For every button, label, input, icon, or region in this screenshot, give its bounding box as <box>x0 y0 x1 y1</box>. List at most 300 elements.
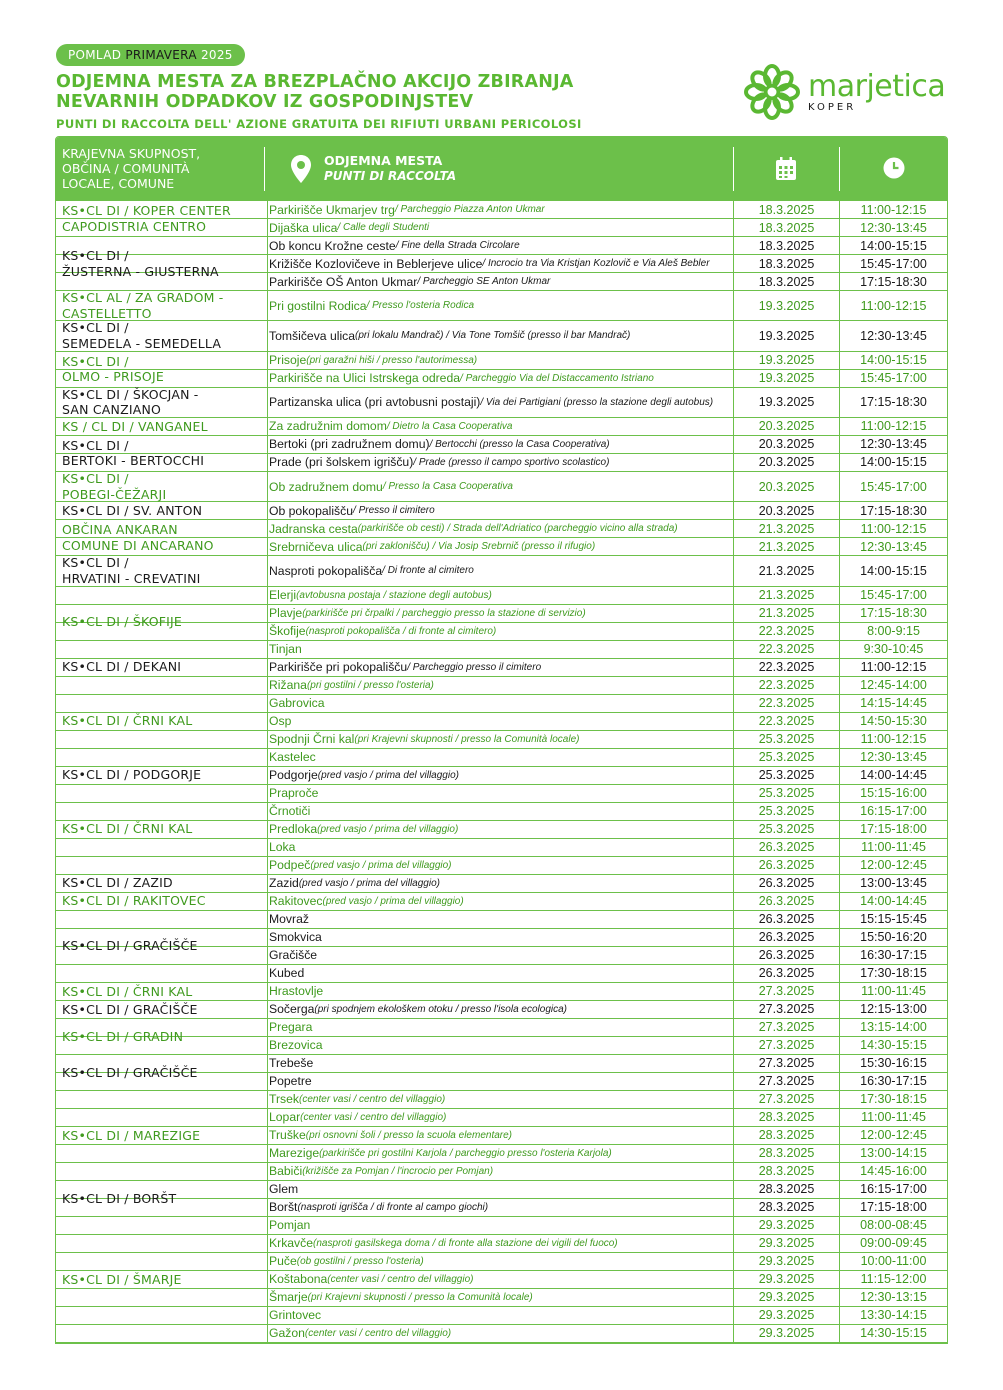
collection-date: 27.3.2025 <box>733 1091 839 1108</box>
collection-point-name: Elerji <box>269 588 297 602</box>
collection-point-note: (pri spodnjem ekološkem otoku / presso l'isola ecologica) <box>314 1003 567 1015</box>
collection-point-name: Kastelec <box>269 750 316 765</box>
collection-time: 11:00-12:15 <box>839 659 947 676</box>
collection-time: 16:15-17:00 <box>839 1181 947 1198</box>
collection-point <box>268 983 733 1000</box>
collection-point <box>268 911 733 928</box>
collection-point-name: Hrastovlje <box>269 984 324 999</box>
season-badge <box>56 44 245 66</box>
collection-point-note: (nasproti pokopališča / di fronte al cimitero) <box>305 625 497 637</box>
collection-date: 28.3.2025 <box>733 1145 839 1162</box>
collection-point-name: Kubed <box>269 966 305 981</box>
flower-icon <box>744 64 800 120</box>
community-name-line1: KS•CL DI / GRAČIŠČE <box>62 1001 198 1017</box>
page-title-line1: ODJEMNA MESTA ZA BREZPLAČNO AKCIJO ZBIRANJA <box>56 72 574 92</box>
collection-date: 27.3.2025 <box>733 1037 839 1054</box>
collection-time: 11:00-11:45 <box>839 983 947 1000</box>
collection-point-name: Podpeč <box>269 858 311 873</box>
collection-point-note: (avtobusna postaja / stazione degli autobus) <box>296 589 492 601</box>
collection-point <box>268 255 733 272</box>
collection-point <box>268 1307 733 1324</box>
community-name-line1: KS•CL DI / ŠKOFIJE <box>62 614 182 630</box>
collection-point <box>268 1235 733 1252</box>
community-name-line1: KS•CL DI / ZAZID <box>62 875 173 891</box>
collection-point-note: (center vasi / centro del villaggio) <box>327 1273 474 1285</box>
community-name-line1: KS•CL DI / ŠMARJE <box>62 1271 182 1287</box>
collection-point-name: Plavje <box>269 606 303 621</box>
collection-point <box>268 1145 733 1162</box>
community-cell <box>56 1091 268 1181</box>
collection-date: 19.3.2025 <box>733 321 839 350</box>
collection-date: 19.3.2025 <box>733 388 839 417</box>
community-cell <box>56 587 268 659</box>
collection-point-name: Križišče Kozlovičeve in Beblerjeve ulice <box>269 256 483 271</box>
collection-time: 11:00-12:15 <box>839 731 947 748</box>
collection-point <box>268 929 733 946</box>
collection-time: 13:15-14:00 <box>839 1019 947 1036</box>
community-cell <box>56 472 268 502</box>
collection-date: 26.3.2025 <box>733 947 839 964</box>
collection-point <box>268 893 733 910</box>
collection-date: 21.3.2025 <box>733 520 839 537</box>
collection-point <box>268 785 733 802</box>
community-name-line2: CASTELLETTO <box>62 305 152 321</box>
collection-point-note: (parkirišče pri črpalki / parcheggio presso la stazione di servizio) <box>302 607 586 619</box>
collection-point-name: Ob pokopališču <box>269 503 354 518</box>
collection-date: 18.3.2025 <box>733 255 839 272</box>
community-cell <box>56 388 268 418</box>
community-name-line1: KS•CL DI / ŠKOCJAN - <box>62 386 199 402</box>
collection-time: 15:45-17:00 <box>839 587 947 604</box>
collection-date: 18.3.2025 <box>733 201 839 218</box>
collection-point-note: (križišče za Pomjan / l'incrocio per Pomjan) <box>302 1165 494 1177</box>
community-cell <box>56 237 268 291</box>
collection-point-note: (pred vasjo / prima del villaggio) <box>322 895 464 907</box>
collection-time: 12:00-12:45 <box>839 1127 947 1144</box>
collection-time: 17:15-18:00 <box>839 821 947 838</box>
logo-word: marjetica <box>808 69 946 104</box>
collection-point <box>268 219 733 236</box>
collection-point-name: Škofije <box>269 624 306 639</box>
calendar-icon <box>775 157 797 181</box>
collection-date: 21.3.2025 <box>733 587 839 604</box>
collection-point <box>268 659 733 676</box>
collection-time: 11:15-12:00 <box>839 1271 947 1288</box>
header-ks-line2: OBČINA / COMUNITÀ <box>62 161 190 176</box>
collection-point <box>268 623 733 640</box>
collection-point <box>268 1127 733 1144</box>
header-points-si: ODJEMNA MESTA <box>324 153 443 168</box>
collection-date: 25.3.2025 <box>733 785 839 802</box>
collection-date: 21.3.2025 <box>733 556 839 585</box>
collection-point-name: Pomjan <box>269 1218 311 1233</box>
collection-point-name: Krkavče <box>269 1236 314 1251</box>
community-name-line1: KS•CL DI / <box>62 555 129 571</box>
collection-time: 17:15-18:00 <box>839 1199 947 1216</box>
collection-time: 12:30-13:15 <box>839 1289 947 1306</box>
collection-point-name: Gabrovica <box>269 696 325 711</box>
collection-point-name: Rakitovec <box>269 894 323 909</box>
collection-point <box>268 321 733 350</box>
collection-point <box>268 1289 733 1306</box>
header-ks-line3: LOCALE, COMUNE <box>62 176 175 191</box>
community-cell <box>56 418 268 436</box>
collection-date: 28.3.2025 <box>733 1181 839 1198</box>
collection-time: 15:45-17:00 <box>839 370 947 387</box>
collection-point-name: Parkirišče Ukmarjev trg <box>269 202 395 217</box>
collection-point-note: (parkirišče ob cesti) / Strada dell'Adriatico (parcheggio vicino alla strada) <box>357 523 678 535</box>
collection-point <box>268 352 733 369</box>
collection-point-name: Grintovec <box>269 1308 322 1323</box>
community-cell <box>56 767 268 785</box>
collection-point-note: / Parcheggio presso il cimitero <box>407 661 542 673</box>
community-cell <box>56 1217 268 1343</box>
collection-date: 26.3.2025 <box>733 929 839 946</box>
community-name-line2: ŽUSTERNA - GIUSTERNA <box>62 263 219 279</box>
collection-date: 29.3.2025 <box>733 1271 839 1288</box>
collection-point-note: / Presso il cimitero <box>353 505 435 517</box>
collection-date: 25.3.2025 <box>733 749 839 766</box>
community-cell <box>56 1001 268 1019</box>
collection-time: 15:30-16:15 <box>839 1055 947 1072</box>
community-name-line1: KS•CL DI / ČRNI KAL <box>62 983 193 999</box>
collection-point <box>268 587 733 604</box>
community-name-line1: KS•CL AL / ZA GRADOM - <box>62 290 224 306</box>
collection-point-name: Praproče <box>269 786 319 801</box>
collection-point-name: Črnotiči <box>269 804 311 819</box>
collection-point-name: Dijaška ulica <box>269 220 338 235</box>
collection-point <box>268 556 733 585</box>
collection-point <box>268 418 733 435</box>
collection-date: 28.3.2025 <box>733 1109 839 1126</box>
collection-point-note: (pred vasjo / prima del villaggio) <box>317 823 459 835</box>
collection-point-note: (pri garažni hiši / presso l'autorimessa) <box>306 354 478 366</box>
collection-point-note: (pri Krajevni skupnosti / presso la Comunità locale) <box>307 1291 533 1303</box>
header-time <box>840 137 948 201</box>
collection-time: 12:00-12:45 <box>839 857 947 874</box>
collection-time: 11:00-12:15 <box>839 201 947 218</box>
collection-point-note: (nasproti igrišča / di fronte al campo giochi) <box>297 1201 489 1213</box>
collection-point-name: Ob zadružnem domu <box>269 479 383 494</box>
collection-point-note: / Parcheggio Piazza Anton Ukmar <box>394 204 545 215</box>
collection-point <box>268 1109 733 1126</box>
map-pin-icon <box>290 154 312 184</box>
community-name-line1: KS•CL DI / <box>62 248 129 264</box>
collection-time: 14:45-16:00 <box>839 1163 947 1180</box>
collection-time: 14:00-15:15 <box>839 237 947 254</box>
community-name-line1: OBČINA ANKARAN <box>62 522 178 538</box>
community-name-line2: COMUNE DI ANCARANO <box>62 537 214 553</box>
collection-date: 26.3.2025 <box>733 839 839 856</box>
collection-time: 12:30-13:45 <box>839 321 947 350</box>
collection-date: 29.3.2025 <box>733 1217 839 1234</box>
community-name-line1: KS•CL DI / GRAČIŠČE <box>62 938 198 954</box>
collection-date: 22.3.2025 <box>733 677 839 694</box>
collection-time: 14:00-15:15 <box>839 556 947 585</box>
logo-sub: KOPER <box>808 102 857 113</box>
community-cell <box>56 352 268 388</box>
community-name-line2: BERTOKI - BERTOCCHI <box>62 453 205 469</box>
collection-point-name: Loka <box>269 840 296 855</box>
collection-point-note: / Parcheggio Via del Distaccamento Istriano <box>460 372 654 384</box>
community-name-line2: OLMO - PRISOJE <box>62 369 164 385</box>
collection-date: 25.3.2025 <box>733 731 839 748</box>
collection-date: 22.3.2025 <box>733 641 839 658</box>
collection-point <box>268 472 733 501</box>
collection-date: 29.3.2025 <box>733 1325 839 1342</box>
community-name-line1: KS•CL DI / GRAČIŠČE <box>62 1064 198 1080</box>
collection-point-name: Prade (pri šolskem igrišču) <box>269 455 414 470</box>
community-name-line2: SAN CANZIANO <box>62 402 162 418</box>
header-divider <box>264 147 265 191</box>
collection-point-name: Marezige <box>269 1146 320 1161</box>
community-name-line1: KS•CL DI / ČRNI KAL <box>62 821 193 837</box>
community-name-line1: KS•CL DI / SV. ANTON <box>62 502 203 518</box>
collection-point <box>268 857 733 874</box>
collection-time: 13:00-14:15 <box>839 1145 947 1162</box>
collection-point-note: (center vasi / centro del villaggio) <box>299 1093 446 1105</box>
collection-point <box>268 273 733 290</box>
collection-date: 27.3.2025 <box>733 983 839 1000</box>
collection-point <box>268 1217 733 1234</box>
collection-point-name: Osp <box>269 714 292 729</box>
collection-point-note: / Presso la Casa Cooperativa <box>382 481 513 493</box>
collection-point-name: Bertoki (pri zadružnem domu) <box>269 437 430 452</box>
collection-time: 08:00-08:45 <box>839 1217 947 1234</box>
collection-point-name: Puče <box>269 1254 297 1269</box>
collection-time: 17:30-18:15 <box>839 1091 947 1108</box>
collection-date: 27.3.2025 <box>733 1055 839 1072</box>
collection-point-name: Parkirišče pri pokopališču <box>269 660 408 675</box>
season-badge-it: PRIMAVERA <box>125 48 197 62</box>
collection-time: 12:45-14:00 <box>839 677 947 694</box>
collection-point-note: (pri zaklonišču) / Via Josip Srebrnič (presso il rifugio) <box>362 541 596 553</box>
community-name-line1: KS•CL DI / <box>62 471 129 487</box>
collection-point-note: (ob gostilni / presso l'osteria) <box>296 1255 424 1267</box>
collection-time: 11:00-12:15 <box>839 418 947 435</box>
page-subtitle: PUNTI DI RACCOLTA DELL' AZIONE GRATUITA DEI RIFIUTI URBANI PERICOLOSI <box>56 117 582 131</box>
collection-point-name: Ob koncu Krožne ceste <box>269 238 396 253</box>
collection-time: 12:30-13:45 <box>839 538 947 555</box>
community-name-line1: KS / CL DI / VANGANEL <box>62 418 208 434</box>
collection-point <box>268 1325 733 1342</box>
collection-time: 14:00-15:15 <box>839 454 947 471</box>
collection-date: 19.3.2025 <box>733 352 839 369</box>
collection-point-name: Pri gostilni Rodica <box>269 298 367 313</box>
collection-point <box>268 370 733 387</box>
collection-point-name: Parkirišče OŠ Anton Ukmar <box>269 274 418 289</box>
collection-date: 22.3.2025 <box>733 713 839 730</box>
collection-point-name: Podgorje <box>269 768 318 783</box>
collection-point <box>268 965 733 982</box>
collection-time: 16:30-17:15 <box>839 947 947 964</box>
community-name-line1: KS•CL DI / GRADIN <box>62 1028 184 1044</box>
community-name-line1: KS•CL DI / <box>62 353 129 369</box>
clock-icon <box>883 157 905 179</box>
collection-point-note: / Dietro la Casa Cooperativa <box>386 420 513 432</box>
community-name-line1: KS•CL DI / MAREZIGE <box>62 1127 201 1143</box>
community-name-line1: KS•CL DI / <box>62 437 129 453</box>
collection-date: 21.3.2025 <box>733 538 839 555</box>
collection-point-name: Boršt <box>269 1200 298 1215</box>
community-name-line2: CAPODISTRIA CENTRO <box>62 218 207 234</box>
community-cell <box>56 201 268 237</box>
header-points <box>286 137 726 201</box>
collection-point-name: Koštabona <box>269 1272 328 1287</box>
collection-time: 8:00-9:15 <box>839 623 947 640</box>
collection-point-name: Prisoje <box>269 353 307 368</box>
collection-point-name: Pregara <box>269 1020 313 1035</box>
collection-date: 21.3.2025 <box>733 605 839 622</box>
collection-point-name: Brezovica <box>269 1038 323 1053</box>
collection-point-name: Gračišče <box>269 948 318 963</box>
collection-time: 12:15-13:00 <box>839 1001 947 1018</box>
collection-time: 17:15-18:30 <box>839 273 947 290</box>
collection-point <box>268 201 733 218</box>
collection-time: 16:15-17:00 <box>839 803 947 820</box>
collection-date: 20.3.2025 <box>733 472 839 501</box>
collection-date: 27.3.2025 <box>733 1019 839 1036</box>
collection-date: 19.3.2025 <box>733 291 839 320</box>
collection-point-name: Jadranska cesta <box>269 521 358 536</box>
community-cell <box>56 785 268 875</box>
collection-time: 15:45-17:00 <box>839 255 947 272</box>
collection-point-note: (pri Krajevni skupnosti / presso la Comunità locale) <box>354 733 580 745</box>
collection-point <box>268 1001 733 1018</box>
collection-point <box>268 1091 733 1108</box>
collection-point <box>268 1073 733 1090</box>
collection-point <box>268 1181 733 1198</box>
collection-point <box>268 1019 733 1036</box>
collection-date: 26.3.2025 <box>733 875 839 892</box>
collection-date: 29.3.2025 <box>733 1253 839 1270</box>
collection-time: 13:00-13:45 <box>839 875 947 892</box>
collection-point <box>268 713 733 730</box>
community-cell <box>56 291 268 321</box>
community-name-line2: HRVATINI - CREVATINI <box>62 570 201 586</box>
collection-point-note: (pri lokalu Mandrač) / Via Tone Tomšič (presso il bar Mandrač) <box>355 330 631 342</box>
header-ks <box>62 137 262 201</box>
community-name-line1: KS•CL DI / BORŠT <box>62 1190 177 1206</box>
collection-point-name: Smokvica <box>269 930 322 945</box>
collection-date: 20.3.2025 <box>733 418 839 435</box>
collection-time: 14:15-14:45 <box>839 695 947 712</box>
collection-date: 27.3.2025 <box>733 1073 839 1090</box>
collection-point <box>268 1163 733 1180</box>
header-ks-line1: KRAJEVNA SKUPNOST, <box>62 146 201 161</box>
collection-point-note: (pred vasjo / prima del villaggio) <box>310 859 452 871</box>
collection-date: 29.3.2025 <box>733 1307 839 1324</box>
collection-date: 29.3.2025 <box>733 1235 839 1252</box>
collection-point-name: Parkirišče na Ulici Istrskega odreda <box>269 371 461 386</box>
collection-point <box>268 454 733 471</box>
collection-point <box>268 520 733 537</box>
community-cell <box>56 1055 268 1091</box>
collection-time: 14:50-15:30 <box>839 713 947 730</box>
community-cell <box>56 502 268 520</box>
community-name-line1: KS•CL DI / DEKANI <box>62 659 182 675</box>
marjetica-logo <box>744 64 944 122</box>
collection-time: 11:00-11:45 <box>839 1109 947 1126</box>
collection-point-note: (pred vasjo / prima del villaggio) <box>317 769 459 781</box>
collection-point-name: Lopar <box>269 1110 301 1125</box>
collection-point-note: (parkirišče pri gostilni Karjola / parcheggio presso l'osteria Karjola) <box>319 1147 612 1159</box>
collection-point <box>268 538 733 555</box>
collection-point <box>268 436 733 453</box>
community-cell <box>56 1019 268 1055</box>
collection-point-note: (pri gostilni / presso l'osteria) <box>306 679 434 691</box>
header-points-it: PUNTI DI RACCOLTA <box>324 169 457 183</box>
collection-time: 15:15-15:45 <box>839 911 947 928</box>
collection-point <box>268 1055 733 1072</box>
collection-point-name: Trsek <box>269 1092 300 1107</box>
collection-date: 28.3.2025 <box>733 1127 839 1144</box>
collection-time: 16:30-17:15 <box>839 1073 947 1090</box>
collection-date: 22.3.2025 <box>733 695 839 712</box>
collection-time: 14:00-14:45 <box>839 767 947 784</box>
community-cell <box>56 875 268 893</box>
community-cell <box>56 520 268 556</box>
collection-point-note: / Presso l'osteria Rodica <box>366 300 475 312</box>
collection-time: 13:30-14:15 <box>839 1307 947 1324</box>
collection-time: 17:15-18:30 <box>839 502 947 519</box>
community-cell <box>56 1181 268 1217</box>
collection-point-note: / Di fronte al cimitero <box>382 565 474 577</box>
collection-time: 12:30-13:45 <box>839 436 947 453</box>
collection-time: 17:15-18:30 <box>839 605 947 622</box>
collection-point <box>268 291 733 320</box>
collection-date: 25.3.2025 <box>733 821 839 838</box>
community-cell <box>56 436 268 472</box>
collection-point-name: Predloka <box>269 822 318 837</box>
collection-date: 26.3.2025 <box>733 893 839 910</box>
collection-point-name: Sočerga <box>269 1002 315 1017</box>
title-block <box>56 72 696 131</box>
collection-point-name: Šmarje <box>269 1290 308 1305</box>
collection-date: 26.3.2025 <box>733 911 839 928</box>
collection-point-name: Zazid <box>269 876 299 891</box>
collection-point-name: Tinjan <box>269 642 302 657</box>
collection-point <box>268 388 733 417</box>
collection-date: 20.3.2025 <box>733 454 839 471</box>
collection-point <box>268 839 733 856</box>
collection-point <box>268 641 733 658</box>
collection-date: 19.3.2025 <box>733 370 839 387</box>
collection-time: 17:15-18:30 <box>839 388 947 417</box>
collection-point-name: Babiči <box>269 1164 303 1179</box>
collection-point <box>268 502 733 519</box>
collection-time: 12:30-13:45 <box>839 749 947 766</box>
collection-date: 18.3.2025 <box>733 273 839 290</box>
collection-point <box>268 695 733 712</box>
collection-point <box>268 749 733 766</box>
collection-time: 14:30-15:15 <box>839 1325 947 1342</box>
collection-point <box>268 767 733 784</box>
collection-time: 14:30-15:15 <box>839 1037 947 1054</box>
collection-point <box>268 947 733 964</box>
collection-point-name: Popetre <box>269 1074 312 1089</box>
collection-date: 27.3.2025 <box>733 1001 839 1018</box>
collection-time: 15:45-17:00 <box>839 472 947 501</box>
collection-time: 10:00-11:00 <box>839 1253 947 1270</box>
collection-point-name: Tomšičeva ulica <box>269 328 356 343</box>
community-cell <box>56 556 268 586</box>
collection-point-note: (center vasi / centro del villaggio) <box>304 1327 452 1339</box>
collection-date: 22.3.2025 <box>733 623 839 640</box>
collection-date: 25.3.2025 <box>733 803 839 820</box>
collection-point-note: (center vasi / centro del villaggio) <box>300 1111 447 1123</box>
collection-point-name: Spodnji Črni kal <box>269 732 355 747</box>
